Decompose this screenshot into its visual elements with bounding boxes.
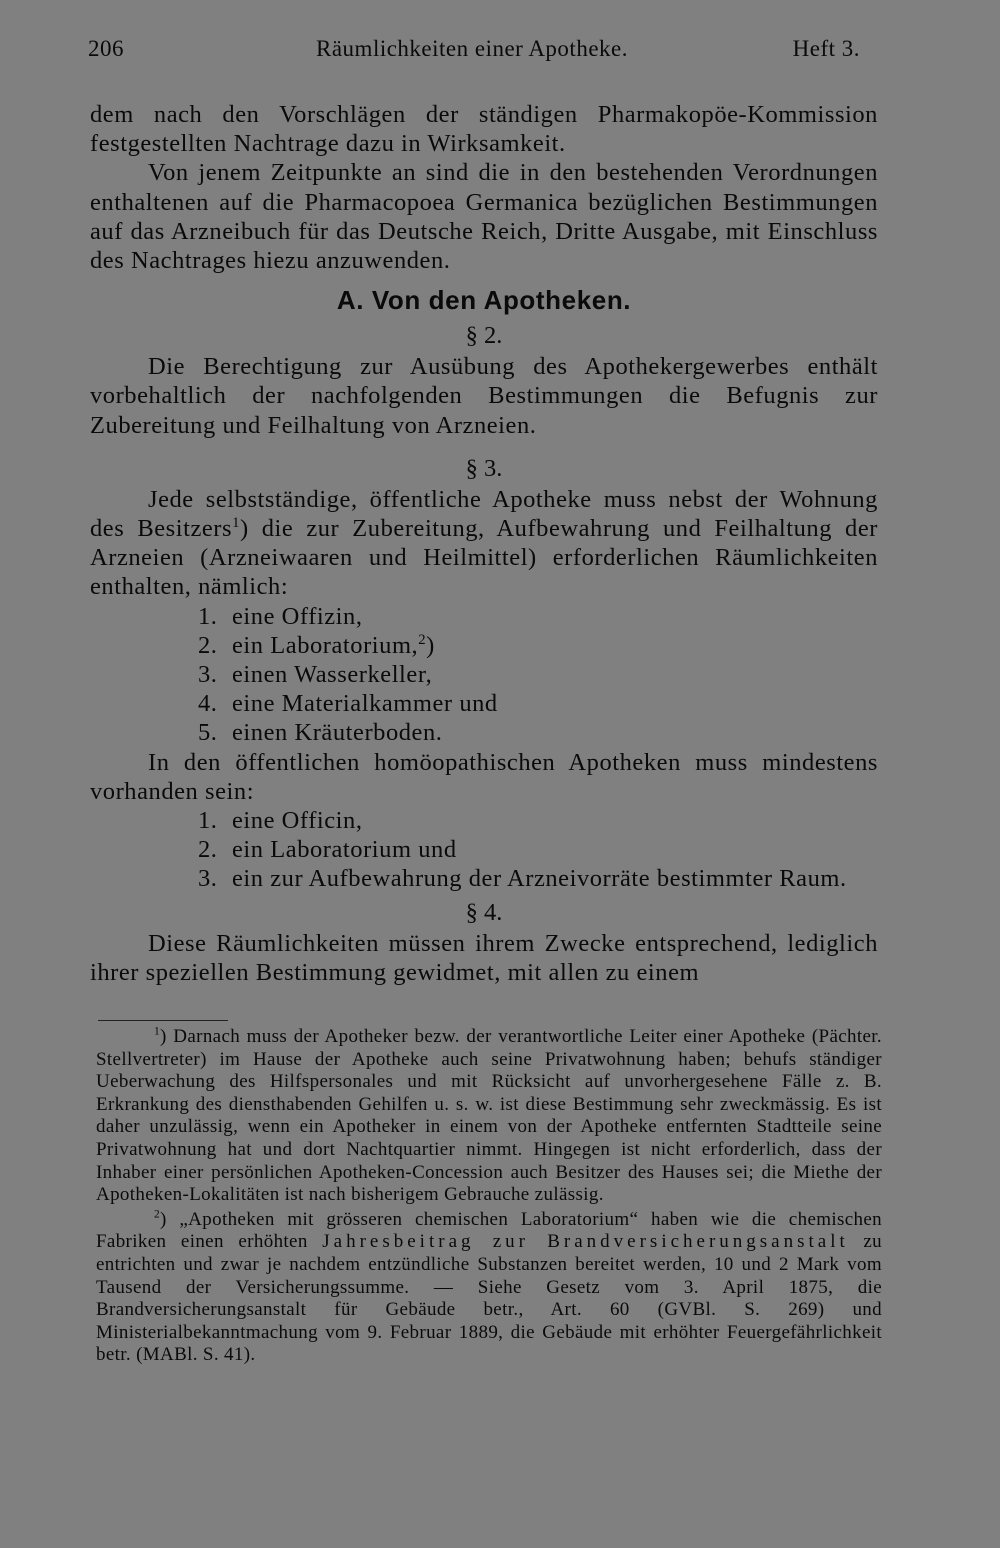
paragraph-continuation: dem nach den Vorschlägen der ständigen Pharmakopöe-Kommission festgestellten Nachtrage dazu in Wirksamkeit.	[90, 101, 878, 158]
footnote-1	[96, 1026, 882, 1207]
footnote-ref-1[interactable]: 1	[232, 514, 240, 531]
list-number: 3.	[198, 865, 218, 893]
list-item	[90, 806, 878, 835]
footnote-2	[96, 1209, 882, 1367]
footnote-2-text-a: ) „Apotheken mit grösseren chemischen Laboratorium“ haben wie die chemischen Fabriken einen erhöhten	[96, 1208, 882, 1253]
list-text: einen Kräuterboden.	[232, 719, 443, 747]
paragraph-4-text: Diese Räumlichkeiten müssen ihrem Zwecke entsprechend, lediglich ihrer speziellen Bestimmung gewidmet, mit allen zu einem	[90, 929, 878, 986]
footnote-1-mark: 1	[154, 1025, 161, 1038]
footnote-1-text: ) Darnach muss der Apotheker bezw. der verantwortliche Leiter einer Apotheke (Pächter. Stellvertreter) im Hause der Apotheke auch seine Privatwohnung haben; behufs ständiger Ueberwachung des Hilfspersonales und mit Rücksicht auf unvorhergesehene Fälle z. B. Erkrankung des diensthabenden Gehilfen u. s. w. ist diese Bestimmung sehr zweckmässig. Es ist daher unzulässig, wenn ein Apotheker in einem von der Apotheke entfernten Stadtteile seine Privatwohnung hat und dort Nachtquartier nimmt. Hingegen ist nicht erforderlich, dass der Inhaber einer persönlichen Apotheken-Concession auch Besitzer des Hauses sei; die Miethe der Apotheken-Lokalitäten ist nach bisherigem Gebrauche zulässig.	[96, 1026, 882, 1206]
list-text: eine Offizin,	[232, 602, 363, 630]
paragraph-label-4: § 4.	[465, 898, 503, 926]
main-text	[90, 100, 878, 987]
homoeopathic-paragraph: In den öffentlichen homöopathischen Apotheken muss mindestens vorhanden sein:	[90, 748, 878, 805]
section-heading: A. Von den Apotheken.	[336, 285, 632, 316]
page-number: 206	[88, 36, 124, 61]
paragraph-scope: Von jenem Zeitpunkte an sind die in den bestehenden Verordnungen enthaltenen auf die Pharmacopoea Germanica bezüglichen Bestimmungen auf das Arzneibuch für das Deutsche Reich, Dritte Ausgabe, mit Einschluss des Nachtrages hiezu anzuwenden.	[90, 159, 878, 275]
paragraph-2-text: Die Berechtigung zur Ausübung des Apothekergewerbes enthält vorbehaltlich der nachfolgenden Bestimmungen die Befugnis zur Zubereitung und Feilhaltung von Arzneien.	[90, 353, 878, 439]
paragraph-3-text-a: Jede selbstständige, öffentliche Apotheke muss nebst der Wohnung des Besitzers	[90, 485, 878, 543]
list-text	[198, 631, 878, 660]
list-item	[90, 864, 878, 893]
paragraph-3-text-b: ) die zur Zubereitung, Aufbewahrung und Feilhaltung der Arzneien (Arzneiwaaren und Heilmittel) erforderlichen Räumlichkeiten enthalten, nämlich:	[90, 515, 878, 601]
footnote-2-spaced-text: Jahresbeitrag zur Brandversicherungsanstalt	[322, 1231, 849, 1253]
paragraph-label-3: § 3.	[465, 454, 503, 482]
list-item	[90, 602, 878, 631]
footnote-ref-2-close: )	[426, 631, 435, 659]
list-text: eine Materialkammer und	[232, 690, 498, 718]
list-number: 1.	[198, 602, 218, 630]
paragraph-label-2: § 2.	[465, 322, 503, 350]
list-text: ein zur Aufbewahrung der Arzneivorräte bestimmter Raum.	[232, 865, 847, 893]
list-text: einen Wasserkeller,	[232, 661, 433, 689]
footnote-ref-2[interactable]: 2	[418, 631, 427, 648]
footnotes	[96, 1026, 882, 1367]
homoeopathic-rooms-list	[90, 806, 878, 894]
issue-label: Heft 3.	[792, 36, 860, 61]
list-text-label: ein Laboratorium,	[232, 631, 419, 659]
list-item	[90, 689, 878, 718]
list-number: 2.	[198, 631, 218, 659]
list-number: 1.	[198, 807, 218, 835]
list-number: 2.	[198, 836, 218, 864]
list-item	[90, 660, 878, 689]
list-item	[90, 835, 878, 864]
list-number: 4.	[198, 690, 218, 718]
paragraph-3-text	[90, 485, 878, 602]
list-number: 5.	[198, 719, 218, 747]
running-title: Räumlichkeiten einer Apotheke.	[316, 36, 628, 61]
footnote-2-text-b: zu entrichten und zwar je nachdem entzündliche Substanzen bereitet werden, 10 und 2 Mark vom Tausend der Versicherungssumme. — Siehe Gesetz vom 3. April 1875, die Brandversicherungsanstalt für Gebäude betr., Art. 60 (GVBl. S. 269) und Ministerialbekanntmachung vom 9. Februar 1889, die Gebäude mit erhöhter Feuergefährlichkeit betr. (MABl. S. 41).	[96, 1231, 882, 1366]
list-item	[90, 631, 878, 660]
list-item	[90, 718, 878, 747]
list-text: eine Officin,	[232, 807, 363, 835]
rooms-list	[90, 602, 878, 748]
list-number: 3.	[198, 661, 218, 689]
footnote-2-mark: 2	[154, 1208, 161, 1221]
list-text: ein Laboratorium und	[232, 836, 457, 864]
running-header	[88, 36, 868, 68]
footnote-divider	[98, 1020, 228, 1021]
